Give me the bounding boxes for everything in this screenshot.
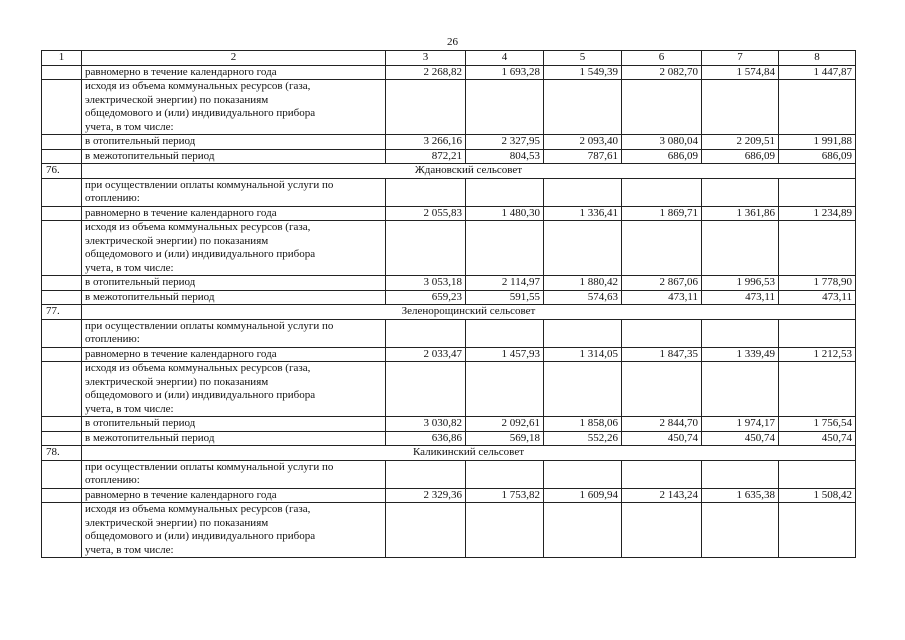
table-row xyxy=(42,149,856,164)
value-cell xyxy=(544,221,622,276)
row-index-cell xyxy=(42,149,82,164)
tariff-table xyxy=(41,50,856,558)
row-label-line: общедомового и (или) индивидуального прибора xyxy=(85,530,316,542)
description-row xyxy=(42,319,856,347)
row-label-line: общедомового и (или) индивидуального прибора xyxy=(85,248,316,260)
value-cell xyxy=(544,503,622,558)
value-cell: 1 756,54 xyxy=(779,417,856,432)
row-label: равномерно в течение календарного года xyxy=(82,65,386,80)
value-cell xyxy=(702,80,779,135)
value-cell xyxy=(779,503,856,558)
value-cell: 473,11 xyxy=(779,290,856,305)
value-cell xyxy=(622,362,702,417)
row-label: равномерно в течение календарного года xyxy=(82,206,386,221)
group-index: 77. xyxy=(42,305,82,320)
value-cell: 1 447,87 xyxy=(779,65,856,80)
value-cell xyxy=(702,221,779,276)
row-index-cell xyxy=(42,276,82,291)
value-cell: 1 361,86 xyxy=(702,206,779,221)
value-cell xyxy=(779,460,856,488)
value-cell: 450,74 xyxy=(702,431,779,446)
row-label-line: общедомового и (или) индивидуального прибора xyxy=(85,389,316,401)
group-row xyxy=(42,305,856,320)
value-cell: 2 114,97 xyxy=(466,276,544,291)
value-cell: 1 869,71 xyxy=(622,206,702,221)
value-cell: 1 314,05 xyxy=(544,347,622,362)
row-label xyxy=(82,80,386,135)
value-cell xyxy=(544,460,622,488)
value-cell: 872,21 xyxy=(386,149,466,164)
value-cell xyxy=(779,178,856,206)
value-cell xyxy=(702,178,779,206)
value-cell xyxy=(466,80,544,135)
table-row xyxy=(42,431,856,446)
value-cell xyxy=(386,80,466,135)
row-label-line: учета, в том числе: xyxy=(85,543,174,556)
value-cell: 1 858,06 xyxy=(544,417,622,432)
row-index-cell xyxy=(42,206,82,221)
value-cell xyxy=(386,319,466,347)
group-index: 78. xyxy=(42,446,82,461)
value-cell xyxy=(622,460,702,488)
table-row xyxy=(42,290,856,305)
value-cell: 1 609,94 xyxy=(544,488,622,503)
value-cell: 450,74 xyxy=(622,431,702,446)
group-index: 76. xyxy=(42,164,82,179)
row-label xyxy=(82,362,386,417)
column-number: 2 xyxy=(82,51,386,66)
value-cell xyxy=(702,362,779,417)
table-body xyxy=(42,51,856,558)
row-index-cell xyxy=(42,417,82,432)
value-cell xyxy=(702,319,779,347)
row-index-cell xyxy=(42,362,82,417)
group-name: Каликинский сельсовет xyxy=(82,446,856,461)
value-cell: 686,09 xyxy=(779,149,856,164)
value-cell xyxy=(622,503,702,558)
value-cell: 3 053,18 xyxy=(386,276,466,291)
value-cell: 2 867,06 xyxy=(622,276,702,291)
row-label-line: электрической энергии) по показаниям xyxy=(85,516,269,529)
row-label xyxy=(82,503,386,558)
value-cell: 552,26 xyxy=(544,431,622,446)
value-cell: 1 508,42 xyxy=(779,488,856,503)
value-cell xyxy=(779,319,856,347)
row-label: в отопительный период xyxy=(82,276,386,291)
row-label-line: при осуществлении оплаты коммунальной услуги по xyxy=(85,178,334,191)
row-index-cell xyxy=(42,431,82,446)
value-cell: 1 234,89 xyxy=(779,206,856,221)
value-cell: 1 635,38 xyxy=(702,488,779,503)
row-label xyxy=(82,460,386,488)
value-cell xyxy=(779,221,856,276)
value-cell: 1 457,93 xyxy=(466,347,544,362)
value-cell: 1 880,42 xyxy=(544,276,622,291)
description-row xyxy=(42,460,856,488)
column-number: 3 xyxy=(386,51,466,66)
value-cell: 569,18 xyxy=(466,431,544,446)
row-label-line: отоплению: xyxy=(85,192,140,204)
row-label: в отопительный период xyxy=(82,135,386,150)
value-cell: 3 080,04 xyxy=(622,135,702,150)
value-cell: 1 574,84 xyxy=(702,65,779,80)
description-row xyxy=(42,80,856,135)
value-cell: 473,11 xyxy=(702,290,779,305)
value-cell: 686,09 xyxy=(702,149,779,164)
row-label-line: исходя из объема коммунальных ресурсов (газа, xyxy=(85,503,311,515)
value-cell: 591,55 xyxy=(466,290,544,305)
value-cell xyxy=(466,178,544,206)
group-row xyxy=(42,164,856,179)
value-cell xyxy=(386,178,466,206)
row-label-line: учета, в том числе: xyxy=(85,120,174,133)
value-cell: 804,53 xyxy=(466,149,544,164)
value-cell: 1 693,28 xyxy=(466,65,544,80)
page-number: 26 xyxy=(447,36,458,48)
column-number: 7 xyxy=(702,51,779,66)
row-index-cell xyxy=(42,488,82,503)
row-index-cell xyxy=(42,80,82,135)
value-cell xyxy=(466,362,544,417)
row-label: равномерно в течение календарного года xyxy=(82,347,386,362)
column-number: 1 xyxy=(42,51,82,66)
table-row xyxy=(42,417,856,432)
value-cell xyxy=(622,221,702,276)
value-cell: 2 143,24 xyxy=(622,488,702,503)
description-row xyxy=(42,221,856,276)
row-label-line: учета, в том числе: xyxy=(85,402,174,415)
row-index-cell xyxy=(42,319,82,347)
description-row xyxy=(42,503,856,558)
value-cell: 3 030,82 xyxy=(386,417,466,432)
value-cell: 1 778,90 xyxy=(779,276,856,291)
row-index-cell xyxy=(42,135,82,150)
row-label xyxy=(82,319,386,347)
value-cell: 574,63 xyxy=(544,290,622,305)
value-cell: 2 844,70 xyxy=(622,417,702,432)
value-cell xyxy=(779,80,856,135)
value-cell xyxy=(544,178,622,206)
value-cell xyxy=(386,503,466,558)
value-cell xyxy=(386,221,466,276)
value-cell: 2 329,36 xyxy=(386,488,466,503)
value-cell: 2 268,82 xyxy=(386,65,466,80)
value-cell xyxy=(466,319,544,347)
row-label-line: общедомового и (или) индивидуального прибора xyxy=(85,107,316,119)
row-index-cell xyxy=(42,178,82,206)
column-number: 5 xyxy=(544,51,622,66)
column-number: 6 xyxy=(622,51,702,66)
value-cell: 1 480,30 xyxy=(466,206,544,221)
row-label-line: электрической энергии) по показаниям xyxy=(85,234,269,247)
row-label-line: электрической энергии) по показаниям xyxy=(85,93,269,106)
value-cell xyxy=(702,503,779,558)
table-row xyxy=(42,347,856,362)
row-label xyxy=(82,221,386,276)
row-label: в межотопительный период xyxy=(82,290,386,305)
value-cell xyxy=(466,221,544,276)
group-row xyxy=(42,446,856,461)
value-cell: 1 753,82 xyxy=(466,488,544,503)
row-label-line: при осуществлении оплаты коммунальной услуги по xyxy=(85,460,334,473)
value-cell: 1 847,35 xyxy=(622,347,702,362)
table-row xyxy=(42,276,856,291)
value-cell: 1 549,39 xyxy=(544,65,622,80)
value-cell: 787,61 xyxy=(544,149,622,164)
row-label xyxy=(82,178,386,206)
table-row xyxy=(42,488,856,503)
row-index-cell xyxy=(42,503,82,558)
column-number: 4 xyxy=(466,51,544,66)
value-cell: 2 209,51 xyxy=(702,135,779,150)
value-cell xyxy=(544,319,622,347)
row-label-line: исходя из объема коммунальных ресурсов (газа, xyxy=(85,362,311,374)
value-cell xyxy=(386,362,466,417)
value-cell xyxy=(622,178,702,206)
value-cell: 686,09 xyxy=(622,149,702,164)
value-cell xyxy=(386,460,466,488)
value-cell: 659,23 xyxy=(386,290,466,305)
value-cell: 2 055,83 xyxy=(386,206,466,221)
row-label: в отопительный период xyxy=(82,417,386,432)
value-cell: 1 339,49 xyxy=(702,347,779,362)
value-cell: 1 336,41 xyxy=(544,206,622,221)
value-cell: 2 092,61 xyxy=(466,417,544,432)
row-label: равномерно в течение календарного года xyxy=(82,488,386,503)
value-cell: 1 991,88 xyxy=(779,135,856,150)
row-label-line: при осуществлении оплаты коммунальной услуги по xyxy=(85,319,334,332)
value-cell: 2 093,40 xyxy=(544,135,622,150)
value-cell xyxy=(544,362,622,417)
table-row xyxy=(42,206,856,221)
value-cell: 2 033,47 xyxy=(386,347,466,362)
group-name: Ждановский сельсовет xyxy=(82,164,856,179)
row-label-line: исходя из объема коммунальных ресурсов (газа, xyxy=(85,80,311,92)
value-cell xyxy=(544,80,622,135)
description-row xyxy=(42,362,856,417)
value-cell xyxy=(622,319,702,347)
row-label-line: отоплению: xyxy=(85,333,140,345)
value-cell: 2 327,95 xyxy=(466,135,544,150)
row-label: в межотопительный период xyxy=(82,149,386,164)
value-cell xyxy=(702,460,779,488)
column-number-row xyxy=(42,51,856,66)
value-cell xyxy=(466,503,544,558)
value-cell: 1 974,17 xyxy=(702,417,779,432)
row-label-line: исходя из объема коммунальных ресурсов (газа, xyxy=(85,221,311,233)
value-cell xyxy=(622,80,702,135)
value-cell: 450,74 xyxy=(779,431,856,446)
row-label: в межотопительный период xyxy=(82,431,386,446)
value-cell xyxy=(779,362,856,417)
table-row xyxy=(42,65,856,80)
table-row xyxy=(42,135,856,150)
row-index-cell xyxy=(42,290,82,305)
row-label-line: учета, в том числе: xyxy=(85,261,174,274)
row-label-line: отоплению: xyxy=(85,474,140,486)
value-cell: 636,86 xyxy=(386,431,466,446)
value-cell: 2 082,70 xyxy=(622,65,702,80)
value-cell: 473,11 xyxy=(622,290,702,305)
row-index-cell xyxy=(42,65,82,80)
row-index-cell xyxy=(42,221,82,276)
value-cell: 1 996,53 xyxy=(702,276,779,291)
value-cell xyxy=(466,460,544,488)
group-name: Зеленорощинский сельсовет xyxy=(82,305,856,320)
description-row xyxy=(42,178,856,206)
row-label-line: электрической энергии) по показаниям xyxy=(85,375,269,388)
column-number: 8 xyxy=(779,51,856,66)
row-index-cell xyxy=(42,460,82,488)
value-cell: 1 212,53 xyxy=(779,347,856,362)
row-index-cell xyxy=(42,347,82,362)
value-cell: 3 266,16 xyxy=(386,135,466,150)
